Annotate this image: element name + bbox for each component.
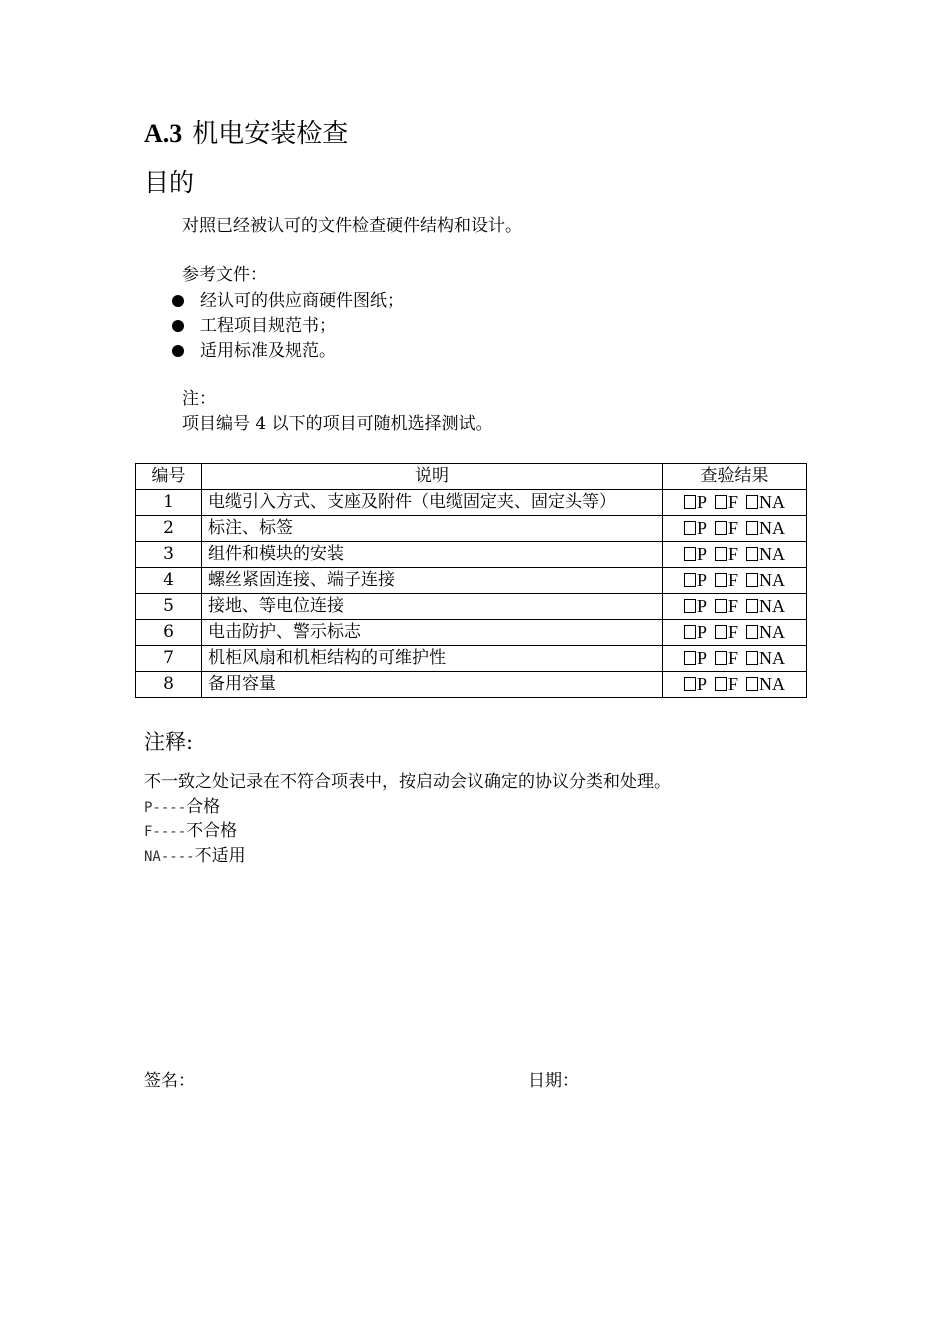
bullet-dot-icon [172,295,184,307]
result-option-label: P [696,569,707,590]
table-row [136,671,807,697]
result-option-p[interactable] [684,648,707,668]
checkbox-icon[interactable] [715,651,727,665]
note-text: 项目编号 4 以下的项目可随机选择测试。 [182,414,493,434]
row-number: 1 [136,489,202,515]
checkbox-icon[interactable] [746,677,758,691]
row-description: 组件和模块的安装 [202,541,663,567]
reference-item [172,314,336,338]
section-title [144,116,348,152]
result-option-label: NA [759,543,786,564]
result-option-p[interactable] [684,674,707,694]
row-number: 2 [136,515,202,541]
checkbox-icon[interactable] [746,495,758,509]
table-row [136,567,807,593]
result-option-label: F [728,595,739,616]
table-row [136,541,807,567]
checkbox-icon[interactable] [746,573,758,587]
reference-item-text: 经认可的供应商硬件图纸； [200,291,404,311]
result-option-f[interactable] [715,492,738,512]
legend-item [144,844,246,869]
checkbox-icon[interactable] [746,651,758,665]
row-result [663,619,807,645]
table-header-row [136,464,807,490]
legend-code: P---- [144,800,187,816]
result-option-label: F [728,647,739,668]
row-number: 4 [136,567,202,593]
result-option-f[interactable] [715,518,738,538]
result-option-na[interactable] [746,544,785,564]
purpose-heading: 目的 [144,168,195,197]
references-label: 参考文件： [182,265,267,285]
row-number: 5 [136,593,202,619]
legend-code: NA---- [144,849,195,865]
result-option-p[interactable] [684,518,707,538]
result-option-f[interactable] [715,622,738,642]
result-option-label: NA [759,621,786,642]
checkbox-icon[interactable] [684,547,696,561]
row-result [663,567,807,593]
result-option-f[interactable] [715,596,738,616]
result-option-na[interactable] [746,622,785,642]
checkbox-icon[interactable] [715,521,727,535]
header-result: 查验结果 [663,464,807,490]
result-option-f[interactable] [715,544,738,564]
checkbox-icon[interactable] [684,677,696,691]
remarks-heading: 注释: [144,730,194,754]
bullet-dot-icon [172,345,184,357]
row-result [663,541,807,567]
result-option-p[interactable] [684,622,707,642]
checkbox-icon[interactable] [746,625,758,639]
result-option-label: P [696,673,707,694]
result-option-label: F [728,543,739,564]
row-number: 6 [136,619,202,645]
result-option-label: P [696,595,707,616]
row-description: 电击防护、警示标志 [202,619,663,645]
reference-item [172,289,404,313]
result-option-na[interactable] [746,648,785,668]
remarks-text: 不一致之处记录在不符合项表中，按启动会议确定的协议分类和处理。 [144,772,671,792]
row-description: 备用容量 [202,671,663,697]
row-result [663,671,807,697]
checkbox-icon[interactable] [684,651,696,665]
section-number: A.3 [144,119,183,148]
result-option-label: P [696,647,707,668]
row-description: 机柜风扇和机柜结构的可维护性 [202,645,663,671]
bullet-dot-icon [172,320,184,332]
checkbox-icon[interactable] [746,599,758,613]
result-option-na[interactable] [746,570,785,590]
result-option-label: F [728,491,739,512]
section-title-text: 机电安装检查 [192,119,349,149]
result-option-f[interactable] [715,570,738,590]
row-description: 电缆引入方式、支座及附件（电缆固定夹、固定头等） [202,489,663,515]
checkbox-icon[interactable] [715,573,727,587]
result-option-f[interactable] [715,648,738,668]
result-option-label: P [696,517,707,538]
row-number: 7 [136,645,202,671]
result-option-p[interactable] [684,596,707,616]
row-description: 螺丝紧固连接、端子连接 [202,567,663,593]
legend-item [144,795,220,820]
result-option-p[interactable] [684,544,707,564]
row-result [663,593,807,619]
result-option-na[interactable] [746,596,785,616]
checkbox-icon[interactable] [715,547,727,561]
result-option-label: P [696,543,707,564]
reference-item [172,339,336,363]
checkbox-icon[interactable] [684,573,696,587]
result-option-label: P [696,621,707,642]
result-option-na[interactable] [746,674,785,694]
result-option-label: P [696,491,707,512]
checkbox-icon[interactable] [715,677,727,691]
reference-item-text: 工程项目规范书； [200,316,336,336]
header-desc: 说明 [202,464,663,490]
checkbox-icon[interactable] [684,599,696,613]
row-description: 标注、标签 [202,515,663,541]
result-option-label: NA [759,517,786,538]
result-option-na[interactable] [746,518,785,538]
table-row [136,645,807,671]
table-row [136,593,807,619]
result-option-label: NA [759,569,786,590]
table-row [136,489,807,515]
signature-label: 签名： [144,1071,195,1091]
reference-item-text: 适用标准及规范。 [200,341,336,361]
table-row [136,515,807,541]
legend-code: F---- [144,824,187,840]
result-option-p[interactable] [684,492,707,512]
result-option-label: NA [759,491,786,512]
row-result [663,515,807,541]
result-option-label: F [728,621,739,642]
row-number: 3 [136,541,202,567]
checkbox-icon[interactable] [684,625,696,639]
checkbox-icon[interactable] [684,495,696,509]
checkbox-icon[interactable] [684,521,696,535]
note-label: 注： [182,389,216,409]
checkbox-icon[interactable] [715,495,727,509]
checkbox-icon[interactable] [746,547,758,561]
purpose-text: 对照已经被认可的文件检查硬件结构和设计。 [182,216,522,236]
result-option-label: NA [759,595,786,616]
result-option-label: NA [759,673,786,694]
result-option-f[interactable] [715,674,738,694]
checkbox-icon[interactable] [746,521,758,535]
result-option-na[interactable] [746,492,785,512]
row-description: 接地、等电位连接 [202,593,663,619]
legend-meaning: 不适用 [194,846,246,866]
result-option-label: NA [759,647,786,668]
checkbox-icon[interactable] [715,625,727,639]
row-result [663,645,807,671]
legend-item [144,819,237,844]
header-num: 编号 [136,464,202,490]
result-option-label: F [728,517,739,538]
result-option-p[interactable] [684,570,707,590]
result-option-label: F [728,673,739,694]
result-option-label: F [728,569,739,590]
row-number: 8 [136,671,202,697]
checkbox-icon[interactable] [715,599,727,613]
inspection-table [135,463,807,698]
date-label: 日期： [528,1071,579,1091]
legend-meaning: 合格 [186,797,221,817]
table-row [136,619,807,645]
legend-meaning: 不合格 [186,821,238,841]
row-result [663,489,807,515]
